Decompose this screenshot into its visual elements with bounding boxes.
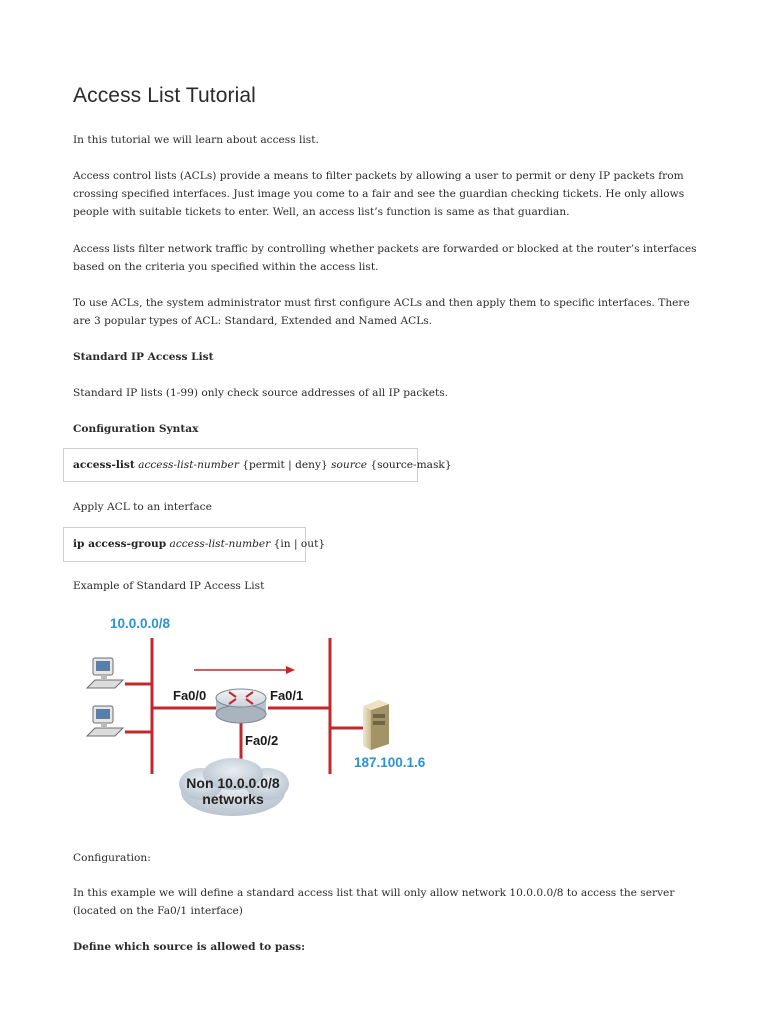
interface-fa0-1-label: Fa0/1 [270,688,304,703]
configuration-syntax-heading: Configuration Syntax [73,423,199,435]
syntax-mask: {source-mask} [370,459,452,471]
access-group-syntax-box [63,527,326,562]
intro-paragraph: In this tutorial we will learn about access list. [73,134,319,146]
acl-definition-paragraph: Access control lists (ACLs) provide a means to filter packets by allowing a user to permit or deny IP packets from crossing specified interfaces. Just image you come to a fair and see the guardian checking tickets. He only allows people with suitable tickets to enter. Well, an access list’s function is same as that guardian. [73,170,685,218]
standard-acl-description: Standard IP lists (1-99) only check source addresses of all IP packets. [73,387,449,399]
interface-fa0-0-label: Fa0/0 [173,688,207,703]
cloud-label-line2: networks [202,791,264,807]
network-diagram [73,608,453,828]
cloud-label [173,775,293,807]
define-source-heading: Define which source is allowed to pass: [73,941,306,953]
syntax-choice: {permit | deny} [242,459,328,471]
pc-1-icon [87,658,123,688]
syntax-keyword: access-list [73,459,135,471]
configuration-description: In this example we will define a standard access list that will only allow network 10.0.0.0/8 to access the server (located on the Fa0/1 interface) [73,887,675,917]
apply-acl-text: Apply ACL to an interface [73,501,212,513]
filter-paragraph: Access lists filter network traffic by controlling whether packets are forwarded or blocked at the router’s interfaces based on the criteria you specified within the access list. [73,243,697,273]
server-icon [363,700,389,750]
syntax-source: source [331,459,367,471]
usage-paragraph: To use ACLs, the system administrator must first configure ACLs and then apply them to specific interfaces. There are 3 popular types of ACL: Standard, Extended and Named ACLs. [73,297,690,327]
page-title: Access List Tutorial [73,84,256,107]
syntax2-param: access-list-number [169,538,271,550]
access-list-syntax-box [63,448,452,482]
configuration-label: Configuration: [73,852,151,864]
router-icon [216,689,266,723]
pc-2-icon [87,706,123,736]
network-label: 10.0.0.0/8 [110,616,171,631]
cloud-label-line1: Non 10.0.0.0/8 [186,775,280,791]
interface-fa0-2-label: Fa0/2 [245,733,279,748]
syntax2-choice: {in | out} [273,538,326,550]
syntax-param: access-list-number [138,459,239,471]
server-ip-label: 187.100.1.6 [354,755,426,770]
traffic-arrow-head [286,666,295,674]
syntax2-keyword: ip access-group [73,538,167,550]
standard-acl-heading: Standard IP Access List [73,351,214,363]
example-caption: Example of Standard IP Access List [73,580,265,592]
